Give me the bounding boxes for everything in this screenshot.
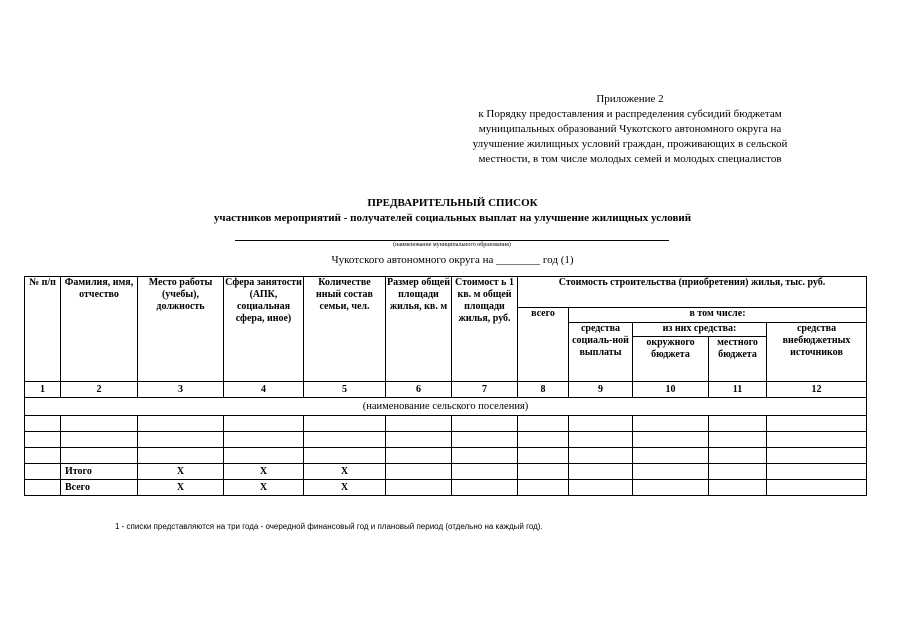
table-cell	[25, 480, 61, 496]
table-cell	[138, 416, 224, 432]
settlement-caption: (наименование сельского поселения)	[25, 398, 867, 416]
table-row	[25, 416, 867, 432]
col-number: 11	[709, 382, 767, 398]
table-cell	[709, 480, 767, 496]
vsego-sphere-x: Х	[224, 480, 304, 496]
header-district: окружного бюджета	[633, 337, 709, 382]
itogo-row	[25, 464, 867, 480]
table-cell	[633, 432, 709, 448]
table-cell	[569, 464, 633, 480]
table-cell	[633, 480, 709, 496]
header-of-them: из них средства:	[633, 322, 767, 337]
table-cell	[224, 416, 304, 432]
header-sphere: Сфера занятости (АПК, социальная сфера, иное)	[224, 277, 304, 382]
table-cell	[386, 416, 452, 432]
table-cell	[224, 448, 304, 464]
col-number: 9	[569, 382, 633, 398]
table-cell	[452, 480, 518, 496]
footnote: 1 - списки представляются на три года - очередной финансовый год и плановый период (отдельно на каждый год).	[115, 522, 543, 531]
table-cell	[386, 464, 452, 480]
itogo-family-x: Х	[304, 464, 386, 480]
itogo-sphere-x: Х	[224, 464, 304, 480]
header-workplace: Место работы (учебы), должность	[138, 277, 224, 382]
table-cell	[518, 448, 569, 464]
table-cell	[452, 416, 518, 432]
table-cell	[767, 432, 867, 448]
document-title	[0, 196, 905, 226]
table-cell	[452, 448, 518, 464]
vsego-label: Всего	[61, 480, 138, 496]
table-cell	[569, 448, 633, 464]
table-cell	[633, 416, 709, 432]
table-cell	[386, 432, 452, 448]
itogo-workplace-x: Х	[138, 464, 224, 480]
appendix-line: к Порядку предоставления и распределения субсидий бюджетам	[478, 108, 782, 120]
table-cell	[709, 416, 767, 432]
table-cell	[569, 416, 633, 432]
table-cell	[767, 448, 867, 464]
col-number: 5	[304, 382, 386, 398]
col-number: 6	[386, 382, 452, 398]
table-cell	[633, 448, 709, 464]
header-family: Количестве нный состав семьи, чел.	[304, 277, 386, 382]
table-cell	[767, 416, 867, 432]
table-cell	[25, 448, 61, 464]
vsego-workplace-x: Х	[138, 480, 224, 496]
table-row	[25, 448, 867, 464]
table-cell	[767, 480, 867, 496]
municipality-underline	[235, 240, 669, 241]
table-cell	[569, 432, 633, 448]
table-cell	[633, 464, 709, 480]
table-cell	[518, 416, 569, 432]
table-cell	[569, 480, 633, 496]
table-cell	[386, 480, 452, 496]
table-cell	[304, 448, 386, 464]
table-cell	[518, 464, 569, 480]
table-cell	[224, 432, 304, 448]
header-total: всего	[518, 308, 569, 382]
appendix-line: муниципальных образований Чукотского автономного округа на	[478, 123, 782, 135]
table-cell	[61, 448, 138, 464]
table-cell	[61, 416, 138, 432]
vsego-family-x: Х	[304, 480, 386, 496]
appendix-line: улучшение жилищных условий граждан, проживающих в сельской	[472, 138, 788, 150]
table-cell	[452, 464, 518, 480]
col-number: 10	[633, 382, 709, 398]
table-cell	[518, 432, 569, 448]
table-cell	[709, 448, 767, 464]
table-cell	[304, 416, 386, 432]
table-cell	[518, 480, 569, 496]
col-number: 4	[224, 382, 304, 398]
table-cell	[304, 432, 386, 448]
col-number: 12	[767, 382, 867, 398]
col-number: 7	[452, 382, 518, 398]
table-cell	[25, 464, 61, 480]
table-cell	[138, 432, 224, 448]
header-area: Размер общей площади жилья, кв. м	[386, 277, 452, 382]
table-cell	[61, 432, 138, 448]
appendix-header	[430, 92, 830, 167]
header-social: средства социаль-ной выплаты	[569, 322, 633, 382]
municipality-caption: (наименование муниципального образования)	[393, 242, 511, 248]
col-number: 1	[25, 382, 61, 398]
title-line-2: участников мероприятий - получателей социальных выплат на улучшение жилищных условий	[213, 212, 692, 224]
header-price: Стоимост ь 1 кв. м общей площади жилья, руб.	[452, 277, 518, 382]
appendix-line: Приложение 2	[596, 93, 664, 105]
table-cell	[25, 432, 61, 448]
header-fio: Фамилия, имя, отчество	[61, 277, 138, 382]
appendix-line: местности, в том числе молодых семей и молодых специалистов	[478, 153, 782, 165]
table-cell	[386, 448, 452, 464]
table-cell	[767, 464, 867, 480]
table-cell	[25, 416, 61, 432]
table-row	[25, 432, 867, 448]
title-line-1: ПРЕДВАРИТЕЛЬНЫЙ СПИСОК	[367, 197, 538, 209]
header-cost-group: Стоимость строительства (приобретения) жилья, тыс. руб.	[518, 277, 867, 308]
header-local: местного бюджета	[709, 337, 767, 382]
column-numbers-row	[25, 382, 867, 398]
col-number: 3	[138, 382, 224, 398]
col-number: 2	[61, 382, 138, 398]
header-including: в том числе:	[569, 308, 867, 323]
okrug-year-line: Чукотского автономного округа на ________ год (1)	[331, 254, 574, 266]
table-cell	[709, 432, 767, 448]
itogo-label: Итого	[61, 464, 138, 480]
vsego-row	[25, 480, 867, 496]
table-cell	[709, 464, 767, 480]
header-row-1	[25, 277, 867, 308]
header-num: № п/п	[25, 277, 61, 382]
header-extrabudget: средства внебюджетных источников	[767, 322, 867, 382]
col-number: 8	[518, 382, 569, 398]
table-cell	[138, 448, 224, 464]
participants-table	[24, 276, 867, 496]
table-cell	[452, 432, 518, 448]
settlement-row	[25, 398, 867, 416]
